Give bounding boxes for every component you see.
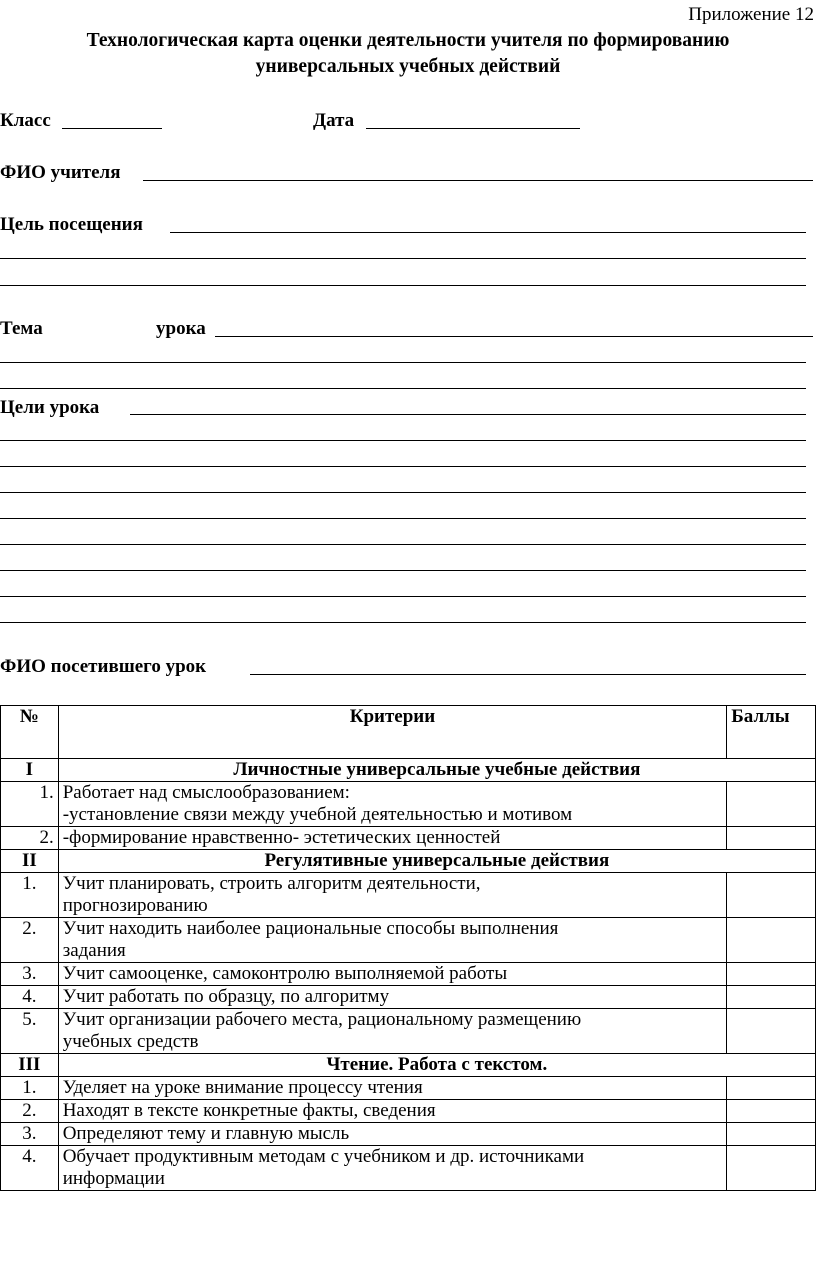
goals-field[interactable] bbox=[130, 414, 806, 415]
goals-field-line-4[interactable] bbox=[0, 492, 806, 493]
row-num: 4. bbox=[1, 1146, 59, 1191]
row-criteria bbox=[58, 986, 727, 1009]
table-header-row bbox=[1, 706, 816, 759]
goals-field-line-9[interactable] bbox=[0, 622, 806, 623]
row-points-cell[interactable] bbox=[727, 782, 816, 827]
row-criteria bbox=[58, 1077, 727, 1100]
row-points-cell[interactable] bbox=[727, 1077, 816, 1100]
topic-label: Тема bbox=[0, 318, 43, 339]
section-row bbox=[1, 850, 816, 873]
row-text: Учит работать по образцу, по алгоритму bbox=[62, 986, 390, 1007]
date-label: Дата bbox=[313, 110, 355, 131]
purpose-field[interactable] bbox=[170, 232, 806, 233]
topic-field-line-2[interactable] bbox=[0, 362, 806, 363]
row-points-cell[interactable] bbox=[727, 918, 816, 963]
topic-field[interactable] bbox=[215, 336, 813, 337]
row-num: 5. bbox=[1, 1009, 59, 1054]
section-num: II bbox=[1, 850, 59, 873]
header-points: Баллы bbox=[727, 706, 816, 759]
row-text: Учит самооценке, самоконтролю выполняемой работы bbox=[62, 963, 508, 984]
row-text: Учит находить наиболее рациональные способы выполнения bbox=[62, 918, 559, 939]
table-row bbox=[1, 1123, 816, 1146]
row-points-cell[interactable] bbox=[727, 1146, 816, 1191]
row-num: 4. bbox=[1, 986, 59, 1009]
section-row bbox=[1, 1054, 816, 1077]
row-text-2: информации bbox=[62, 1168, 165, 1189]
section-title: Регулятивные универсальные действия bbox=[58, 850, 815, 873]
row-num: 3. bbox=[1, 963, 59, 986]
class-field[interactable] bbox=[62, 128, 162, 129]
table-row bbox=[1, 1146, 816, 1191]
row-num: 1. bbox=[1, 782, 59, 827]
row-text: Уделяет на уроке внимание процессу чтения bbox=[62, 1077, 423, 1098]
row-criteria bbox=[58, 963, 727, 986]
row-text: Учит организации рабочего места, рациональному размещению bbox=[62, 1009, 582, 1030]
table-row bbox=[1, 782, 816, 827]
row-criteria bbox=[58, 1009, 727, 1054]
purpose-label: Цель посещения bbox=[0, 214, 143, 235]
section-num: III bbox=[1, 1054, 59, 1077]
row-criteria bbox=[58, 827, 727, 850]
topic-field-line-3[interactable] bbox=[0, 388, 806, 389]
row-criteria bbox=[58, 1123, 727, 1146]
row-text: Работает над смыслообразованием: bbox=[62, 782, 350, 803]
goals-field-line-8[interactable] bbox=[0, 596, 806, 597]
row-text: Находят в тексте конкретные факты, сведения bbox=[62, 1100, 436, 1121]
row-points-cell[interactable] bbox=[727, 986, 816, 1009]
title-line-1: Технологическая карта оценки деятельности учителя по формированию bbox=[86, 30, 730, 51]
table-row bbox=[1, 918, 816, 963]
row-num: 1. bbox=[1, 1077, 59, 1100]
row-text-2: задания bbox=[62, 940, 126, 961]
class-label: Класс bbox=[0, 110, 51, 131]
title-line-2: универсальных учебных действий bbox=[255, 56, 561, 77]
table-row bbox=[1, 827, 816, 850]
table-row bbox=[1, 1077, 816, 1100]
teacher-label: ФИО учителя bbox=[0, 162, 121, 183]
appendix-label: Приложение 12 bbox=[688, 4, 814, 25]
purpose-field-line-3[interactable] bbox=[0, 285, 806, 286]
section-num: I bbox=[1, 759, 59, 782]
row-text: Обучает продуктивным методам с учебником и др. источниками bbox=[62, 1146, 585, 1167]
goals-label: Цели урока bbox=[0, 397, 100, 418]
row-points-cell[interactable] bbox=[727, 827, 816, 850]
row-text-2: прогнозированию bbox=[62, 895, 208, 916]
row-text: Определяют тему и главную мысль bbox=[62, 1123, 350, 1144]
table-row bbox=[1, 1100, 816, 1123]
row-criteria bbox=[58, 1146, 727, 1191]
table-row bbox=[1, 986, 816, 1009]
row-points-cell[interactable] bbox=[727, 1123, 816, 1146]
section-title: Чтение. Работа с текстом. bbox=[58, 1054, 815, 1077]
visitor-field[interactable] bbox=[250, 674, 806, 675]
table-row bbox=[1, 1009, 816, 1054]
purpose-field-line-2[interactable] bbox=[0, 258, 806, 259]
row-criteria bbox=[58, 873, 727, 918]
row-text: -формирование нравственно- эстетических ценностей bbox=[62, 827, 501, 848]
goals-field-line-7[interactable] bbox=[0, 570, 806, 571]
table-row bbox=[1, 873, 816, 918]
criteria-table bbox=[0, 705, 816, 1191]
section-row bbox=[1, 759, 816, 782]
section-title: Личностные универсальные учебные действия bbox=[58, 759, 815, 782]
header-criteria: Критерии bbox=[58, 706, 727, 759]
topic-label-lesson: урока bbox=[156, 318, 206, 339]
row-points-cell[interactable] bbox=[727, 1009, 816, 1054]
row-points-cell[interactable] bbox=[727, 1100, 816, 1123]
row-points-cell[interactable] bbox=[727, 963, 816, 986]
goals-field-line-3[interactable] bbox=[0, 466, 806, 467]
row-num: 2. bbox=[1, 918, 59, 963]
row-num: 1. bbox=[1, 873, 59, 918]
page-title bbox=[0, 28, 816, 80]
row-num: 2. bbox=[1, 1100, 59, 1123]
row-text-2: учебных средств bbox=[62, 1031, 199, 1052]
row-points-cell[interactable] bbox=[727, 873, 816, 918]
date-field[interactable] bbox=[366, 128, 580, 129]
row-text-2: -установление связи между учебной деятельностью и мотивом bbox=[62, 804, 573, 825]
table-row bbox=[1, 963, 816, 986]
header-num: № bbox=[1, 706, 59, 759]
row-num: 3. bbox=[1, 1123, 59, 1146]
goals-field-line-6[interactable] bbox=[0, 544, 806, 545]
row-criteria bbox=[58, 782, 727, 827]
row-criteria bbox=[58, 918, 727, 963]
goals-field-line-2[interactable] bbox=[0, 440, 806, 441]
row-num: 2. bbox=[1, 827, 59, 850]
goals-field-line-5[interactable] bbox=[0, 518, 806, 519]
visitor-label: ФИО посетившего урок bbox=[0, 656, 207, 677]
row-criteria bbox=[58, 1100, 727, 1123]
row-text: Учит планировать, строить алгоритм деятельности, bbox=[62, 873, 481, 894]
teacher-field[interactable] bbox=[143, 180, 813, 181]
